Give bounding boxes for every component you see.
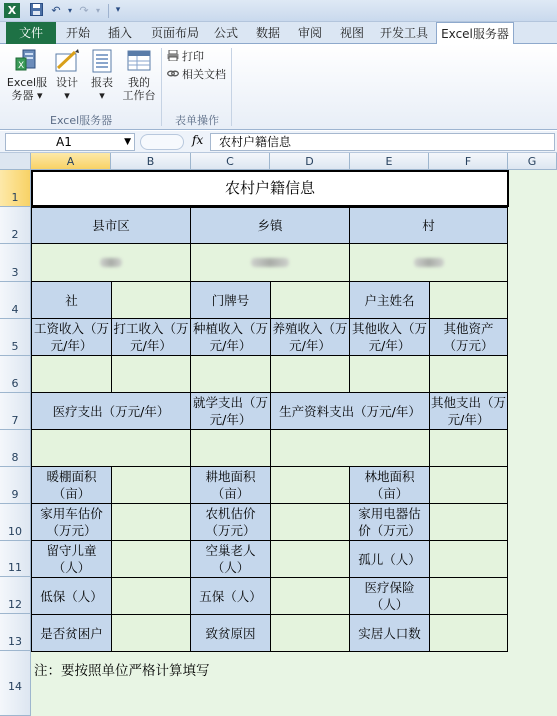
tab-developer[interactable]: 开发工具 — [379, 26, 428, 40]
row-header-3[interactable]: 3 — [0, 244, 31, 282]
county-value[interactable] — [31, 243, 191, 282]
wubao-label: 五保（人） — [190, 577, 271, 615]
householder-label: 户主姓名 — [349, 281, 430, 319]
group-label-form-ops: 表单操作 — [175, 114, 219, 127]
excel-server-label-2: 务器 ▾ — [11, 89, 43, 102]
other-exp-input[interactable] — [429, 429, 508, 467]
greenhouse-label: 暖棚面积 （亩） — [31, 466, 112, 504]
empty-nest-elderly-label: 空巢老人 （人） — [190, 540, 271, 578]
householder-input[interactable] — [429, 281, 508, 319]
excel-logo-icon: X — [4, 3, 20, 18]
she-label: 社 — [31, 281, 112, 319]
my-workbench-label-1: 我的 — [128, 76, 150, 89]
report-dropdown-icon: ▾ — [99, 89, 105, 102]
other-income-input[interactable] — [349, 355, 430, 393]
tab-excel-server[interactable]: Excel服务器 — [436, 22, 514, 45]
column-header-a[interactable]: A — [31, 153, 111, 170]
county-label: 县市区 — [31, 207, 191, 244]
insert-function-icon[interactable]: fx — [192, 133, 204, 147]
work-income-input[interactable] — [31, 355, 112, 393]
print-button[interactable] — [167, 50, 204, 64]
row-header-7[interactable]: 7 — [0, 393, 31, 430]
formula-bar — [0, 131, 557, 153]
door-no-input[interactable] — [270, 281, 350, 319]
machine-value-label: 农机估价 （万元） — [190, 503, 271, 541]
column-header-b[interactable]: B — [111, 153, 191, 170]
poor-household-input[interactable] — [111, 614, 191, 652]
group-label-excel-server: Excel服务器 — [50, 114, 113, 127]
link-icon — [167, 68, 179, 79]
report-label: 报表 — [91, 76, 113, 89]
undo-dropdown-icon[interactable]: ▾ — [67, 6, 72, 15]
form-note: 注：要按照单位严格计算填写 — [34, 663, 210, 679]
design-label: 设计 — [56, 76, 78, 89]
resident-population-input[interactable] — [429, 614, 508, 652]
row-header-2[interactable]: 2 — [0, 207, 31, 244]
tab-page-layout[interactable]: 页面布局 — [150, 26, 199, 40]
farmland-input[interactable] — [270, 466, 350, 504]
row-header-14[interactable]: 14 — [0, 651, 31, 716]
select-all-corner[interactable] — [0, 153, 31, 170]
orphan-label: 孤儿（人） — [349, 540, 430, 578]
title-bar — [0, 0, 557, 22]
server-icon — [13, 48, 41, 74]
tab-home[interactable]: 开始 — [65, 26, 90, 40]
production-exp-input[interactable] — [270, 429, 430, 467]
tab-file[interactable]: 文件 — [6, 22, 56, 44]
worksheet — [0, 153, 557, 716]
plant-income-input[interactable] — [190, 355, 271, 393]
forest-label: 林地面积 （亩） — [349, 466, 430, 504]
plant-income-label: 种植收入（万 元/年） — [190, 318, 271, 356]
other-asset-input[interactable] — [429, 355, 508, 393]
my-workbench-button[interactable] — [120, 48, 158, 102]
town-value[interactable] — [190, 243, 350, 282]
column-header-e[interactable]: E — [350, 153, 429, 170]
door-no-label: 门牌号 — [190, 281, 271, 319]
breed-income-input[interactable] — [270, 355, 350, 393]
tab-insert[interactable]: 插入 — [107, 26, 132, 40]
production-exp-label: 生产资料支出（万元/年） — [270, 392, 430, 430]
row-header-6[interactable]: 6 — [0, 356, 31, 393]
name-box-value: A1 — [56, 135, 72, 149]
farmland-label: 耕地面积 （亩） — [190, 466, 271, 504]
column-header-f[interactable]: F — [429, 153, 508, 170]
other-income-label: 其他收入（万 元/年） — [349, 318, 430, 356]
redacted-value — [251, 258, 289, 267]
edu-exp-label: 就学支出（万 元/年） — [190, 392, 271, 430]
row-header-11[interactable]: 11 — [0, 541, 31, 577]
customize-toolbar-icon[interactable]: ▾ — [115, 5, 121, 15]
poverty-cause-label: 致贫原因 — [190, 614, 271, 652]
appliance-value-label: 家用电器估 价（万元） — [349, 503, 430, 541]
other-asset-label: 其他资产 （万元） — [429, 318, 508, 356]
report-icon — [88, 48, 116, 74]
redo-dropdown-icon[interactable]: ▾ — [95, 6, 100, 15]
car-value-input[interactable] — [111, 503, 191, 541]
related-docs-label: 相关文档 — [182, 68, 226, 81]
left-behind-children-input[interactable] — [111, 540, 191, 578]
row-header-13[interactable]: 13 — [0, 614, 31, 651]
row-header-1[interactable]: 1 — [0, 170, 31, 207]
column-header-d[interactable]: D — [270, 153, 350, 170]
ribbon-tabs — [0, 22, 557, 44]
car-value-label: 家用车估价 （万元） — [31, 503, 112, 541]
edu-exp-input[interactable] — [190, 429, 271, 467]
dibao-input[interactable] — [111, 577, 191, 615]
row-header-4[interactable]: 4 — [0, 282, 31, 319]
town-label: 乡镇 — [190, 207, 350, 244]
dibao-label: 低保（人） — [31, 577, 112, 615]
work-income-label: 工资收入（万 元/年） — [31, 318, 112, 356]
other-exp-label: 其他支出（万 元/年） — [429, 392, 508, 430]
design-button[interactable] — [52, 48, 82, 102]
design-dropdown-icon: ▾ — [64, 89, 70, 102]
poor-household-label: 是否贫困户 — [31, 614, 112, 652]
wubao-input[interactable] — [270, 577, 350, 615]
ribbon-panel — [0, 44, 557, 130]
medical-insurance-input[interactable] — [429, 577, 508, 615]
row-header-12[interactable]: 12 — [0, 577, 31, 614]
excel-server-button[interactable] — [6, 48, 48, 102]
row-header-8[interactable]: 8 — [0, 430, 31, 467]
poverty-cause-input[interactable] — [270, 614, 350, 652]
name-box-dropdown-icon[interactable]: ▼ — [124, 137, 131, 147]
greenhouse-input[interactable] — [111, 466, 191, 504]
redo-icon[interactable]: ↷ — [79, 4, 89, 17]
formula-input[interactable]: 农村户籍信息 — [210, 133, 555, 151]
resident-population-label: 实居人口数 — [349, 614, 430, 652]
design-icon — [53, 48, 81, 74]
breed-income-label: 养殖收入（万 元/年） — [270, 318, 350, 356]
save-icon[interactable] — [28, 3, 44, 18]
redacted-value — [100, 258, 122, 267]
machine-value-input[interactable] — [270, 503, 350, 541]
appliance-value-input[interactable] — [429, 503, 508, 541]
tab-review[interactable]: 审阅 — [297, 26, 322, 40]
forest-input[interactable] — [429, 466, 508, 504]
medical-exp-label: 医疗支出（万元/年） — [31, 392, 191, 430]
village-label: 村 — [349, 207, 508, 244]
report-button[interactable] — [88, 48, 116, 102]
row-header-10[interactable]: 10 — [0, 504, 31, 541]
column-header-g[interactable]: G — [508, 153, 557, 170]
orphan-input[interactable] — [429, 540, 508, 578]
related-docs-button[interactable] — [167, 68, 226, 82]
labor-income-label: 打工收入（万 元/年） — [111, 318, 191, 356]
excel-server-label: Excel服 — [6, 76, 48, 89]
medical-insurance-label: 医疗保险 （人） — [349, 577, 430, 615]
printer-icon — [167, 50, 179, 61]
empty-nest-elderly-input[interactable] — [270, 540, 350, 578]
medical-exp-input[interactable] — [31, 429, 191, 467]
row-header-5[interactable]: 5 — [0, 319, 31, 356]
tab-data[interactable]: 数据 — [255, 26, 280, 40]
row-header-9[interactable]: 9 — [0, 467, 31, 504]
name-box[interactable] — [5, 133, 135, 151]
svg-text:X: X — [18, 61, 25, 71]
workbench-icon — [125, 48, 153, 74]
form-title-cell[interactable]: 农村户籍信息 — [31, 170, 509, 207]
tab-formulas[interactable]: 公式 — [213, 26, 238, 40]
column-header-c[interactable]: C — [191, 153, 270, 170]
left-behind-children-label: 留守儿童 （人） — [31, 540, 112, 578]
my-workbench-label-2: 工作台 — [122, 89, 156, 102]
redacted-value — [414, 258, 444, 267]
village-value[interactable] — [349, 243, 508, 282]
labor-income-input[interactable] — [111, 355, 191, 393]
formula-controls — [140, 134, 184, 150]
undo-icon[interactable]: ↶ — [51, 4, 61, 17]
she-input[interactable] — [111, 281, 191, 319]
print-label: 打印 — [182, 50, 204, 63]
tab-view[interactable]: 视图 — [339, 26, 364, 40]
